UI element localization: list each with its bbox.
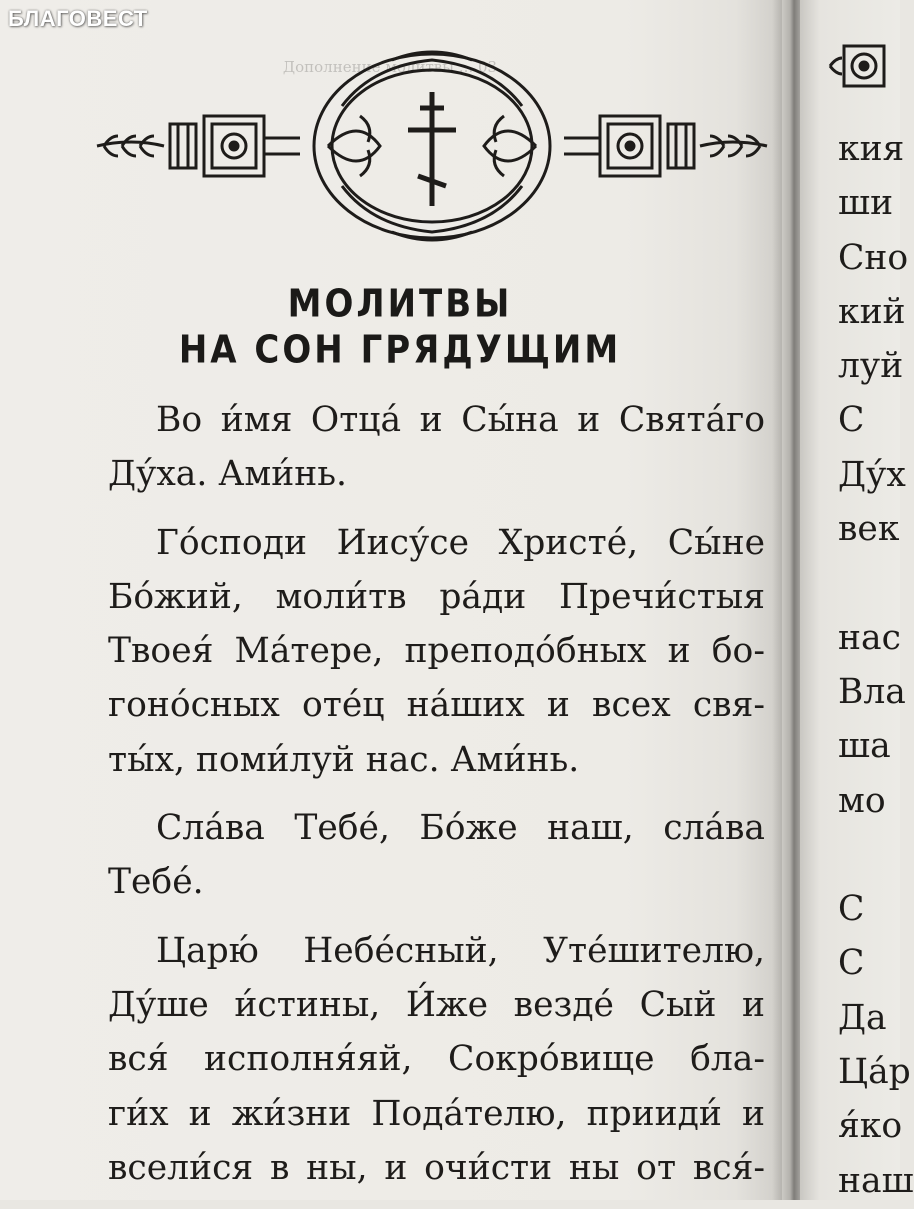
text-line: ты́х, поми́луй нас. Ами́нь. — [108, 739, 580, 780]
paragraph — [108, 516, 765, 787]
right-page-line — [838, 828, 914, 882]
right-page-line: наш — [838, 1160, 914, 1201]
text-line: Го́споди Иису́се Христе́, Сы́не — [156, 522, 765, 563]
right-page-line: луй — [838, 346, 904, 387]
right-page-line: нас — [838, 617, 901, 658]
right-page-line: мо — [838, 780, 886, 821]
right-page-text — [838, 122, 914, 1208]
text-line: гоно́сных оте́ц на́ших и всех свя- — [108, 685, 765, 726]
text-line: Твоея́ Ма́тере, преподо́бных и бо- — [108, 631, 765, 672]
right-page-line — [838, 556, 914, 610]
right-page-line: я́ко — [838, 1106, 903, 1147]
text-line: ги́х и жи́зни Пода́телю, прииди́ и — [108, 1093, 765, 1134]
prayer-body — [108, 393, 765, 1209]
watermark-logo: БЛАГОВЕСТ — [8, 6, 148, 31]
right-page-line: Ду́х — [838, 454, 906, 495]
text-line: Царю́ Небе́сный, Уте́шителю, — [156, 930, 765, 971]
right-page-line: С — [838, 889, 865, 930]
right-page-line: век — [838, 509, 900, 550]
running-head: Дополнение молитвы ... 03 — [282, 58, 498, 76]
text-line: Тебе́. — [108, 862, 204, 903]
right-page-line: С — [838, 943, 865, 984]
paragraph — [108, 801, 765, 910]
right-page-line: Ца́р — [838, 1052, 911, 1093]
ornament-rosette-icon — [830, 36, 910, 96]
right-page-line: Вла — [838, 671, 906, 712]
text-line: Во и́мя Отца́ и Сы́на и Свята́го — [156, 400, 765, 440]
right-page-line: Да — [838, 997, 887, 1038]
text-line: вся́ исполня́яй, Сокро́вище бла- — [108, 1039, 765, 1080]
text-line: Ду́ше и́стины, И́же везде́ Сый и — [108, 984, 765, 1025]
prayer-heading-line1: МОЛИТВЫ — [287, 281, 513, 327]
text-line: Бо́жий, моли́тв ра́ди Пречи́стыя — [108, 576, 765, 617]
text-line: Ду́ха. Ами́нь. — [108, 454, 348, 495]
prayer-heading-line2: НА СОН ГРЯДУЩИМ — [178, 327, 622, 373]
right-page-line: Сно — [838, 237, 909, 278]
right-page-line: ша — [838, 726, 891, 767]
right-page-line: кий — [838, 291, 906, 332]
paragraph — [108, 924, 765, 1195]
text-line: Сла́ва Тебе́, Бо́же наш, сла́ва — [156, 808, 765, 849]
paragraph — [108, 393, 765, 502]
right-page-line: ши — [838, 183, 894, 224]
right-page-line: кия — [838, 129, 905, 169]
text-line: всели́ся в ны, и очи́сти ны от вся́- — [108, 1147, 765, 1188]
ornament-headpiece-icon — [92, 46, 772, 246]
right-page-line: С — [838, 400, 865, 441]
